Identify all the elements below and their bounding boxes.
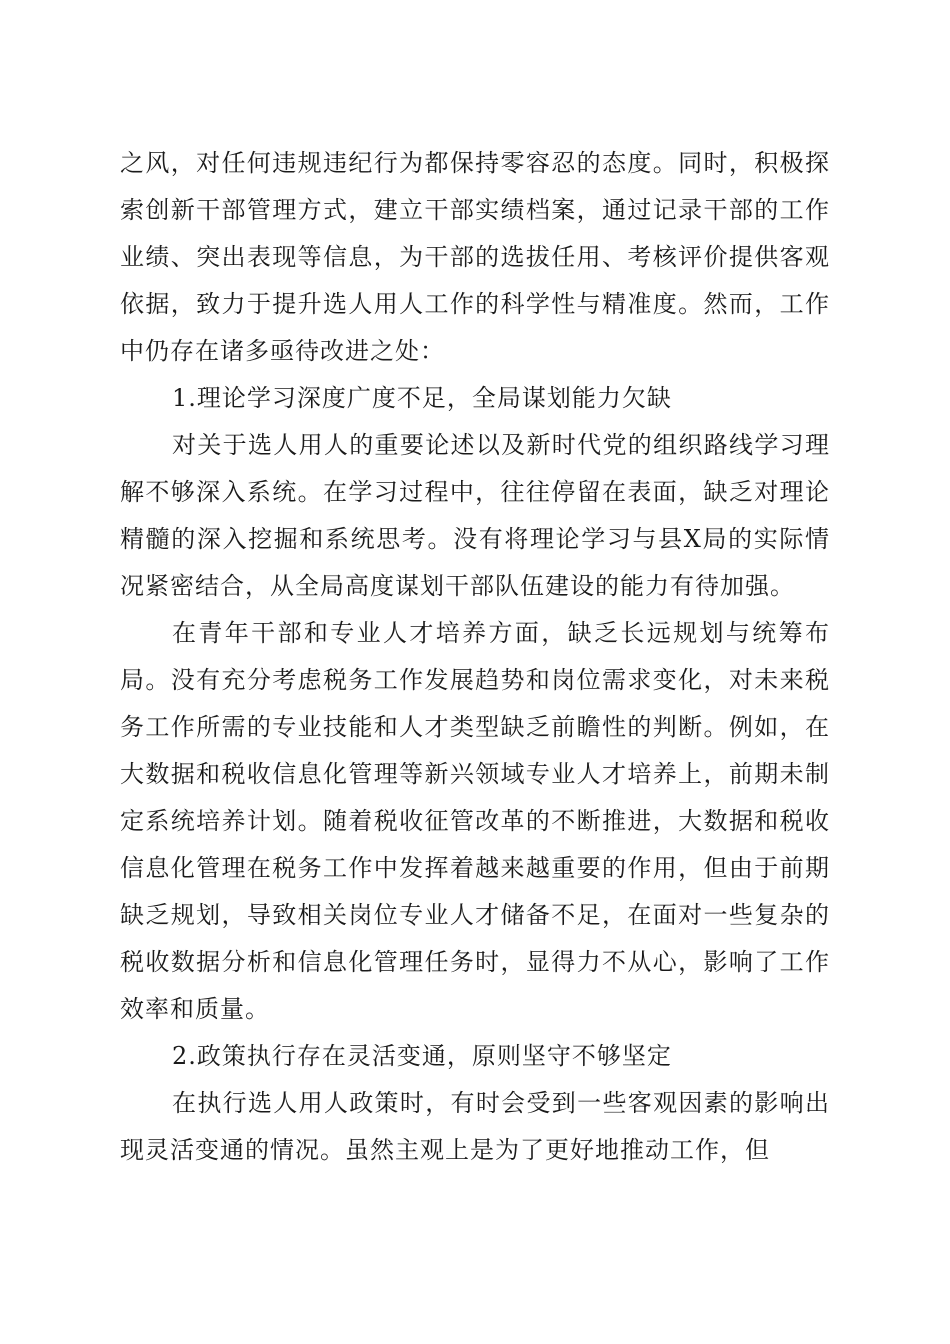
paragraph-policy-execution: 在执行选人用人政策时，有时会受到一些客观因素的影响出现灵活变通的情况。虽然主观上是为了更好地推动工作，但 [120,1089,830,1164]
section-heading-2: 2.政策执行存在灵活变通，原则坚守不够坚定 [172,1042,672,1070]
section-heading-1: 1.理论学习深度广度不足，全局谋划能力欠缺 [172,384,672,412]
paragraph-theory-study: 对关于选人用人的重要论述以及新时代党的组织路线学习理解不够深入系统。在学习过程中，往往停留在表面，缺乏对理论精髓的深入挖掘和系统思考。没有将理论学习与县X局的实际情况紧密结合，从全局高度谋划干部队伍建设的能力有待加强。 [120,431,830,600]
document-body [120,140,830,1174]
paragraph-continuation: 之风，对任何违规违纪行为都保持零容忍的态度。同时，积极探索创新干部管理方式，建立干部实绩档案，通过记录干部的工作业绩、突出表现等信息，为干部的选拔任用、考核评价提供客观依据，致力于提升选人用人工作的科学性与精准度。然而，工作中仍存在诸多亟待改进之处： [120,149,830,365]
paragraph-talent-cultivation: 在青年干部和专业人才培养方面，缺乏长远规划与统筹布局。没有充分考虑税务工作发展趋势和岗位需求变化，对未来税务工作所需的专业技能和人才类型缺乏前瞻性的判断。例如，在大数据和税收信息化管理等新兴领域专业人才培养上，前期未制定系统培养计划。随着税收征管改革的不断推进，大数据和税收信息化管理在税务工作中发挥着越来越重要的作用，但由于前期缺乏规划，导致相关岗位专业人才储备不足，在面对一些复杂的税收数据分析和信息化管理任务时，显得力不从心，影响了工作效率和质量。 [120,619,830,1023]
